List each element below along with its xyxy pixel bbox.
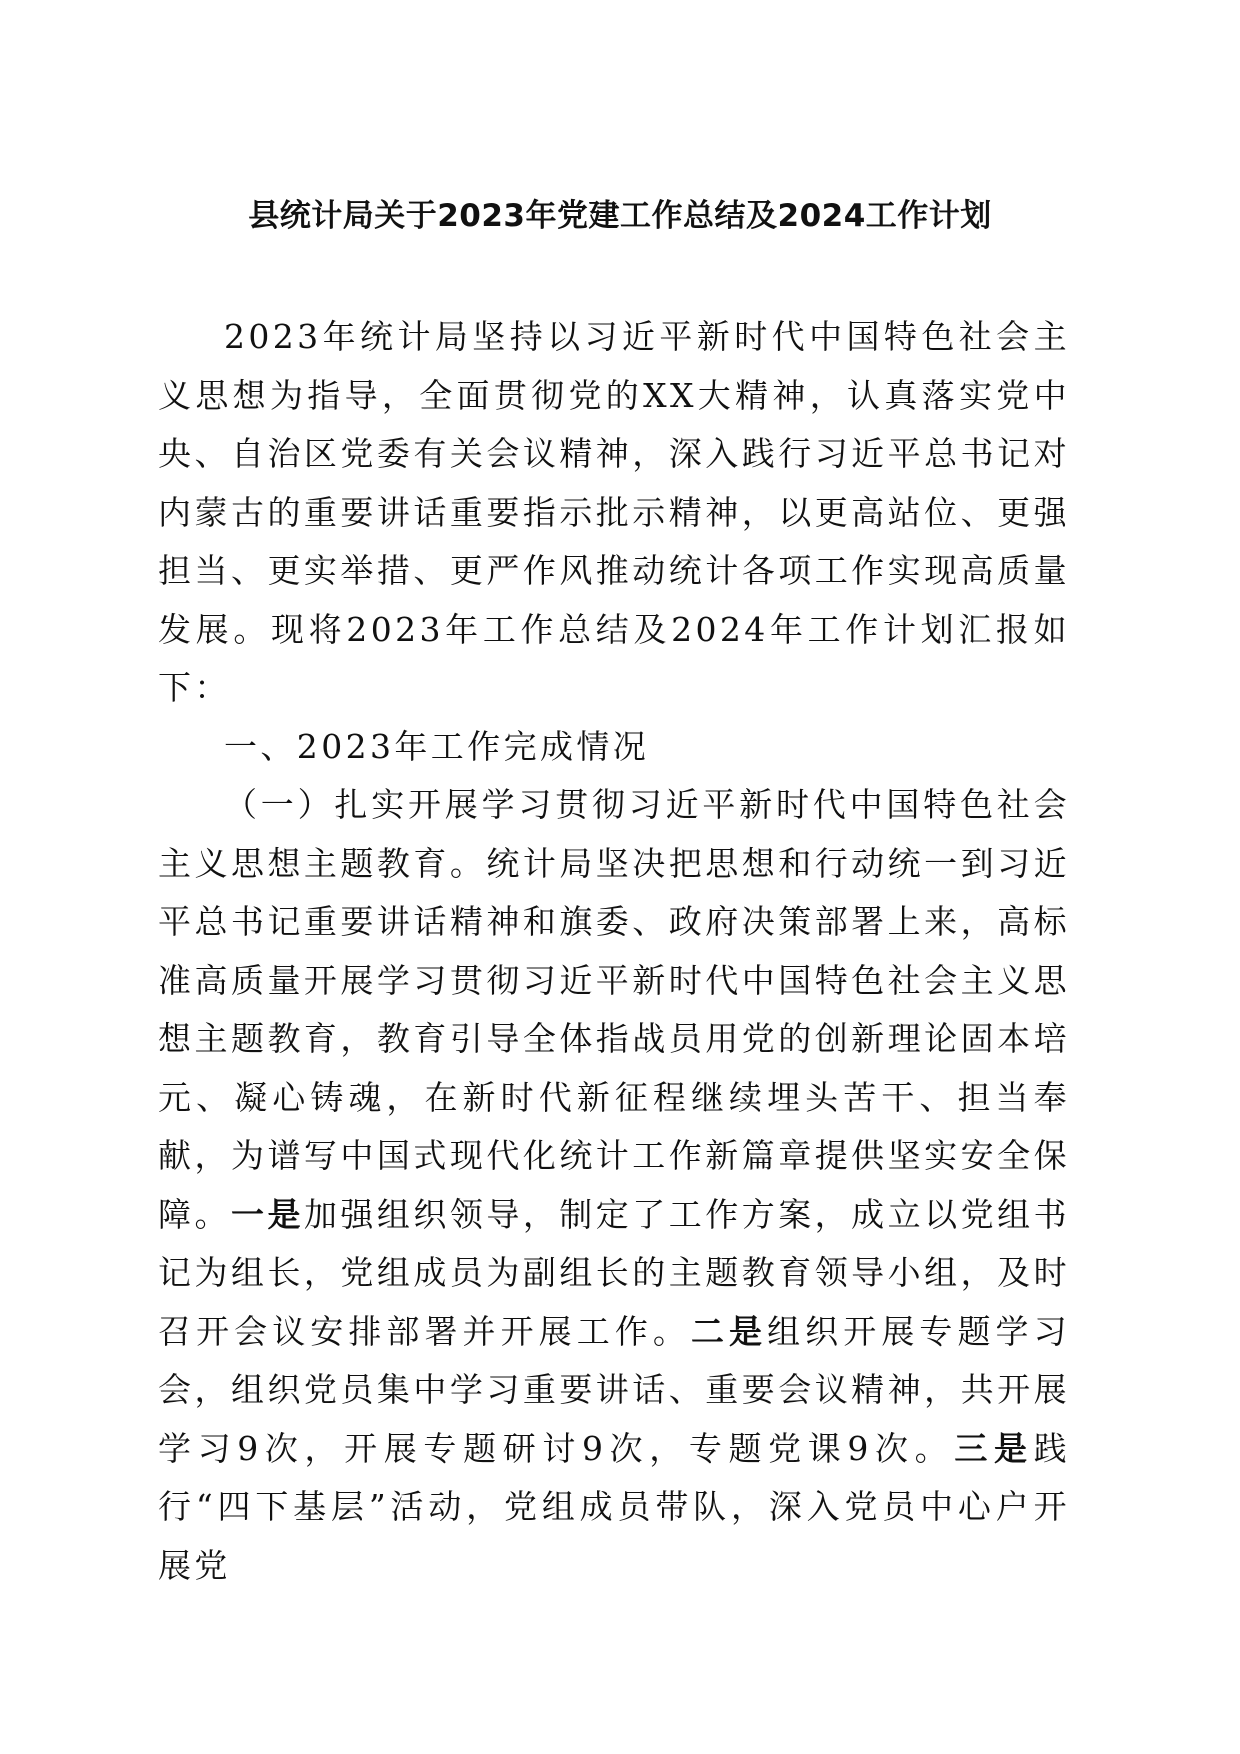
subsection-lead: （一）扎实开展学习贯彻习近平新时代中国特色社会主义思想主题教育。统计局坚决把思想和行动统一到习近平总书记重要讲话精神和旗委、政府决策部署上来，高标准高质量开展学习贯彻习近平新时代中国特色社会主义思想主题教育，教育引导全体指战员用党的创新理论固本培元、凝心铸魂，在新时代新征程继续埋头苦干、担当奉献，为谱写中国式现代化统计工作新篇章提供坚实安全保障。 xyxy=(158,785,1070,1234)
subsection-paragraph xyxy=(158,776,1070,1595)
document-body xyxy=(158,308,1070,1595)
intro-paragraph: 2023年统计局坚持以习近平新时代中国特色社会主义思想为指导，全面贯彻党的XX大精神，认真落实党中央、自治区党委有关会议精神，深入践行习近平总书记对内蒙古的重要讲话重要指示批示精神，以更高站位、更强担当、更实举措、更严作风推动统计各项工作实现高质量发展。现将2023年工作总结及2024年工作计划汇报如下： xyxy=(158,317,1070,707)
item-text-3: 践行“四下基层”活动，党组成员带队，深入党员中心户开展党 xyxy=(158,1428,1070,1585)
item-marker-2: 二是 xyxy=(690,1311,768,1351)
document-title: 县统计局关于2023年党建工作总结及2024工作计划 xyxy=(248,198,992,234)
item-marker-1: 一是 xyxy=(230,1194,304,1234)
item-text-1: 加强组织领导，制定了工作方案，成立以党组书记为组长，党组成员为副组长的主题教育领导小组，及时召开会议安排部署并开展工作。 xyxy=(158,1194,1070,1351)
item-text-2: 组织开展专题学习会，组织党员集中学习重要讲话、重要会议精神，共开展学习9次，开展专题研讨9次，专题党课9次。 xyxy=(158,1311,1070,1468)
item-marker-3: 三是 xyxy=(954,1428,1034,1468)
section-heading: 一、2023年工作完成情况 xyxy=(224,726,650,766)
